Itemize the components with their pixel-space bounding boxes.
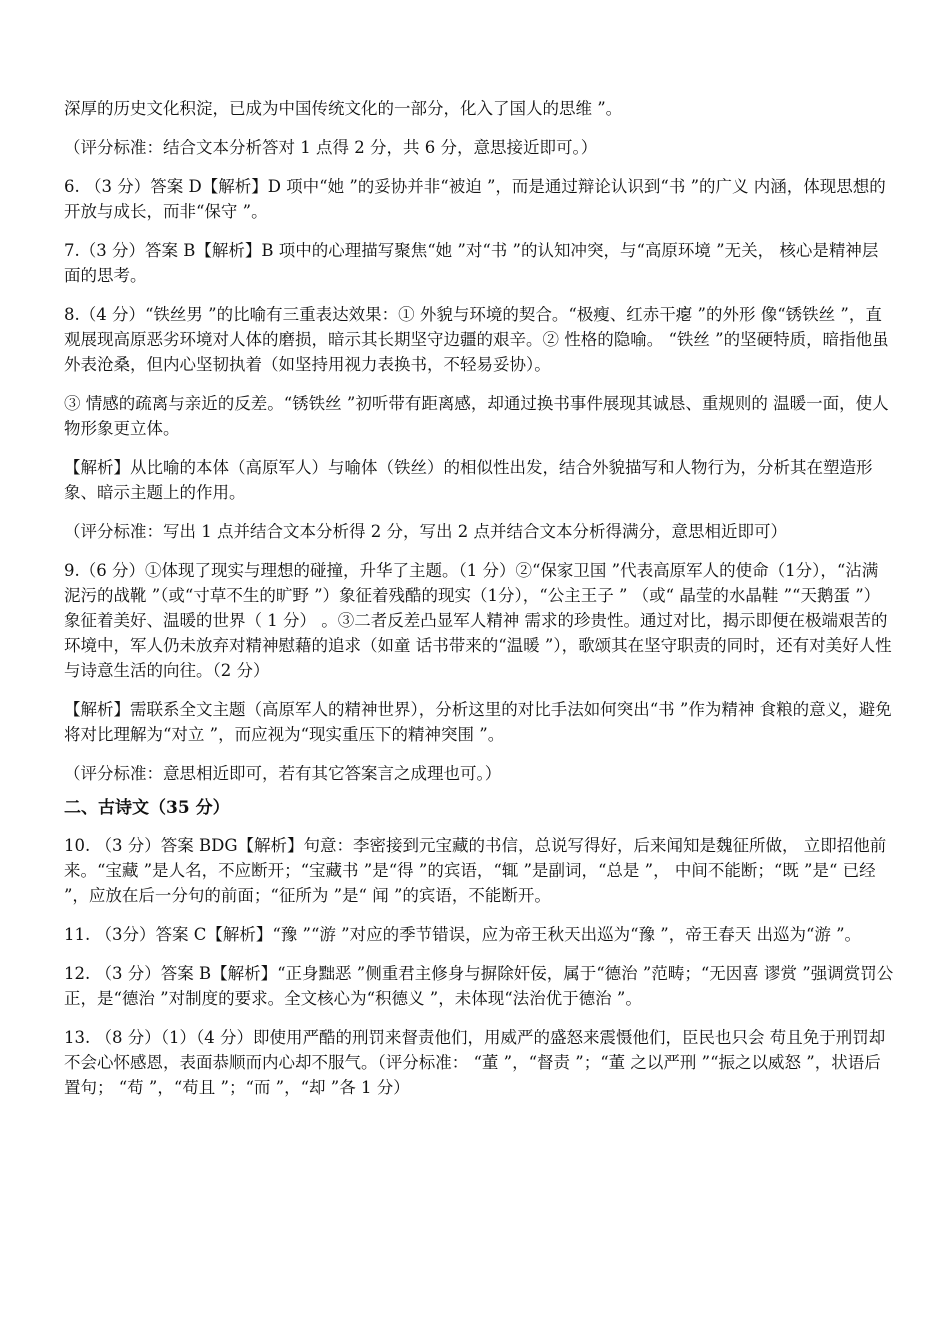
- answer-item-9: 9.（6 分）①体现了现实与理想的碰撞，升华了主题。（1 分）②“保家卫国 ”代表高原军人的使命（1分），“沾满泥污的战靴 ”（或“寸草不生的旷野 ”）象征着残酷的现实（1分），“公主王子 ” （或“ 晶莹的水晶鞋 ”“天鹅蛋 ”）象征着美好、温暖的世界（ 1 分） 。③二者反差凸显军人精神 需求的珍贵性。通过对比，揭示即便在极端艰苦的环境中，军人仍未放弃对精神慰藉的追求（如童 话书带来的“温暖 ”），歌颂其在坚守职责的同时，还有对美好人性与诗意生活的向往。（2 分）: [64, 561, 892, 680]
- analysis-note: 【解析】需联系全文主题（高原军人的精神世界），分析这里的对比手法如何突出“书 ”作为精神 食粮的意义，避免将对比理解为“对立 ”，而应视为“现实重压下的精神突围 ”。: [64, 700, 892, 744]
- grading-note: （评分标准：意思相近即可，若有其它答案言之成理也可。）: [64, 764, 502, 783]
- grading-note: （评分标准：结合文本分析答对 1 点得 2 分，共 6 分，意思接近即可。）: [64, 138, 598, 157]
- text-paragraph: 深厚的历史文化积淀，已成为中国传统文化的一部分，化入了国人的思维 ”。: [64, 99, 623, 118]
- answer-item-13: 13. （8 分）（1）（4 分）即使用严酷的刑罚来督责他们，用威严的盛怒来震慑他们，臣民也只会 苟且免于刑罚却不会心怀感恩，表面恭顺而内心却不服气。（评分标准： “董 ”，“督责 ”；“董 之以严刑 ”“振之以威怒 ”，状语后置句； “苟 ”，“苟且 ”；“而 ”，“却 ”各 1 分）: [64, 1028, 886, 1097]
- answer-item-8: 8.（4 分）“铁丝男 ”的比喻有三重表达效果：① 外貌与环境的契合。“极瘦、红赤干瘪 ”的外形 像“锈铁丝 ”，直观展现高原恶劣环境对人体的磨损，暗示其长期坚守边疆的艰辛。② 性格的隐喻。 “铁丝 ”的坚硬特质，暗指他虽外表沧桑，但内心坚韧执着（如坚持用视力表换书，不轻易妥协）。: [64, 305, 889, 374]
- grading-note: （评分标准：写出 1 点并结合文本分析得 2 分，写出 2 点并结合文本分析得满分，意思相近即可）: [64, 522, 787, 541]
- answer-item-6: 6. （3 分）答案 D【解析】D 项中“她 ”的妥协并非“被迫 ”，而是通过辩论认识到“书 ”的广义 内涵，体现思想的开放与成长，而非“保守 ”。: [64, 177, 886, 221]
- section-heading: 二、古诗文（35 分）: [64, 798, 230, 818]
- answer-item-12: 12. （3 分）答案 B【解析】“正身黜恶 ”侧重君主修身与摒除奸佞，属于“德治 ”范畴；“无因喜 谬赏 ”强调赏罚公正，是“德治 ”对制度的要求。全文核心为“积德义 ”，未体现“法治优于德治 ”。: [64, 964, 894, 1008]
- answer-item-8-point-3: ③ 情感的疏离与亲近的反差。“锈铁丝 ”初听带有距离感，却通过换书事件展现其诚恳、重规则的 温暖一面，使人物形象更立体。: [64, 394, 889, 438]
- analysis-note: 【解析】从比喻的本体（高原军人）与喻体（铁丝）的相似性出发，结合外貌描写和人物行为，分析其在塑造形象、暗示主题上的作用。: [64, 458, 873, 502]
- answer-key-page: [64, 96, 894, 1114]
- answer-item-7: 7.（3 分）答案 B【解析】B 项中的心理描写聚焦“她 ”对“书 ”的认知冲突，与“高原环境 ”无关， 核心是精神层面的思考。: [64, 241, 879, 285]
- answer-item-11: 11. （3分）答案 C【解析】“豫 ”“游 ”对应的季节错误，应为帝王秋天出巡为“豫 ”，帝王春天 出巡为“游 ”。: [64, 925, 862, 944]
- answer-item-10: 10. （3 分）答案 BDG【解析】句意：李密接到元宝藏的书信，总说写得好，后来闻知是魏征所做， 立即招他前来。“宝藏 ”是人名，不应断开；“宝藏书 ”是“得 ”的宾语，“辄 ”是副词，“总是 ”， 中间不能断；“既 ”是“ 已经 ”，应放在后一分句的前面；“征所为 ”是“ 闻 ”的宾语，不能断开。: [64, 836, 887, 905]
